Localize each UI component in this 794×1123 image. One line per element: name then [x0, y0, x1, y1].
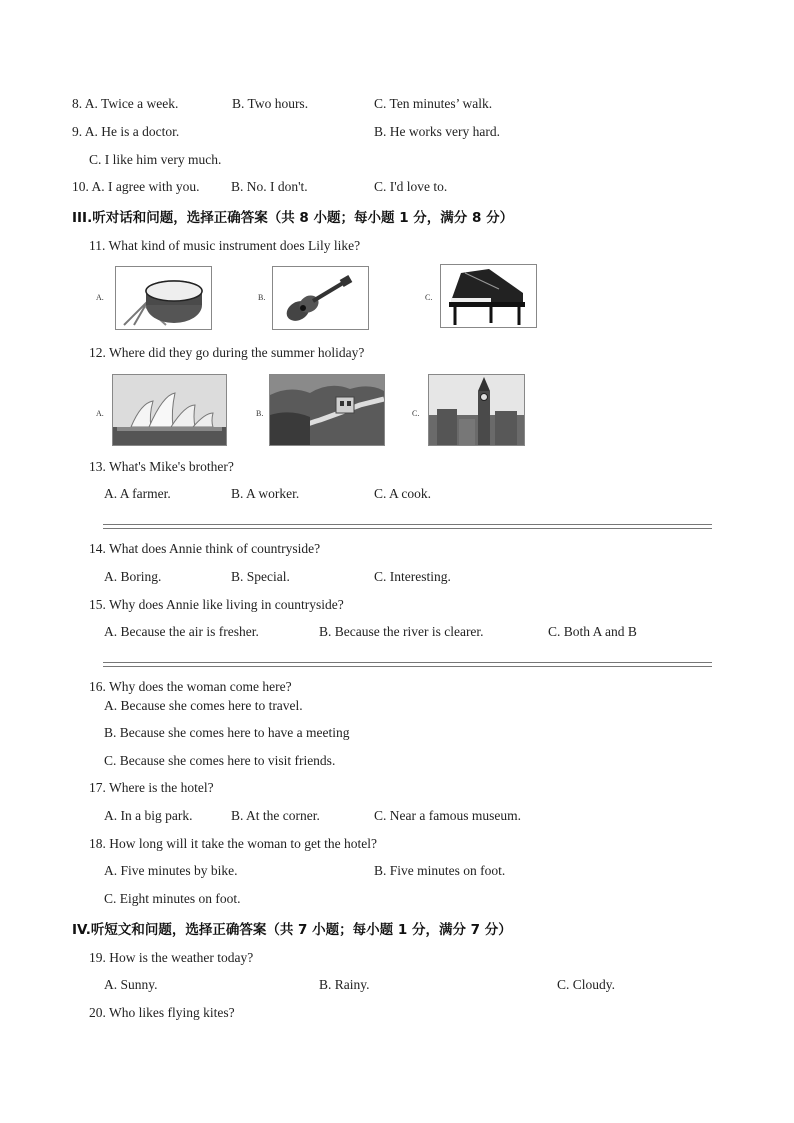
q15-option-c: C. Both A and B [548, 624, 637, 639]
section-3-heading: III.听对话和问题，选择正确答案（共 8 小题；每小题 1 分，满分 8 分） [72, 210, 514, 226]
q9-option-c: C. I like him very much. [89, 152, 222, 167]
q11-label-c: C. [425, 293, 433, 302]
q17-option-a: A. In a big park. [104, 808, 193, 823]
q15-question: 15. Why does Annie like living in countryside? [89, 597, 344, 612]
q13-option-c: C. A cook. [374, 486, 432, 501]
q10-option-b: B. No. I don't. [231, 179, 308, 194]
q19-question: 19. How is the weather today? [89, 950, 254, 965]
q13-option-a: A. A farmer. [104, 486, 171, 501]
separator-line [103, 524, 712, 529]
sydney-opera-house-picture [112, 374, 227, 446]
q10-option-c: C. I'd love to. [374, 179, 448, 194]
q13-option-b: B. A worker. [231, 486, 300, 501]
q14-option-a: A. Boring. [104, 569, 162, 584]
q16-option-a: A. Because she comes here to travel. [104, 698, 303, 713]
q11-label-b: B. [258, 293, 266, 302]
q9-option-a: 9. A. He is a doctor. [72, 124, 180, 139]
q10-option-a: 10. A. I agree with you. [72, 179, 200, 194]
q15-option-a: A. Because the air is fresher. [104, 624, 259, 639]
drum-picture [115, 266, 212, 330]
q14-option-c: C. Interesting. [374, 569, 451, 584]
q13-question: 13. What's Mike's brother? [89, 459, 234, 474]
q18-option-c: C. Eight minutes on foot. [104, 891, 241, 906]
q17-option-b: B. At the corner. [231, 808, 320, 823]
piano-picture [440, 264, 537, 328]
q12-label-b: B. [256, 409, 264, 418]
big-ben-picture [428, 374, 525, 446]
q18-question: 18. How long will it take the woman to get the hotel? [89, 836, 377, 851]
q9-option-b: B. He works very hard. [374, 124, 500, 139]
section-4-heading: IV.听短文和问题，选择正确答案（共 7 小题；每小题 1 分，满分 7 分） [72, 922, 512, 938]
q16-option-b: B. Because she comes here to have a meeting [104, 725, 350, 740]
q8-option-c: C. Ten minutes’ walk. [374, 96, 493, 111]
q18-option-b: B. Five minutes on foot. [374, 863, 506, 878]
q17-question: 17. Where is the hotel? [89, 780, 214, 795]
great-wall-picture [269, 374, 385, 446]
q19-option-b: B. Rainy. [319, 977, 370, 992]
q8-option-b: B. Two hours. [232, 96, 309, 111]
q19-option-a: A. Sunny. [104, 977, 158, 992]
q17-option-c: C. Near a famous museum. [374, 808, 521, 823]
q16-question: 16. Why does the woman come here? [89, 679, 292, 694]
q12-label-c: C. [412, 409, 420, 418]
q20-question: 20. Who likes flying kites? [89, 1005, 235, 1020]
separator-line [103, 662, 712, 667]
q12-question: 12. Where did they go during the summer holiday? [89, 345, 365, 360]
q14-question: 14. What does Annie think of countryside? [89, 541, 321, 556]
q12-label-a: A. [96, 409, 104, 418]
q8-option-a: 8. A. Twice a week. [72, 96, 179, 111]
q19-option-c: C. Cloudy. [557, 977, 616, 992]
q18-option-a: A. Five minutes by bike. [104, 863, 238, 878]
q16-option-c: C. Because she comes here to visit friends. [104, 753, 336, 768]
q11-label-a: A. [96, 293, 104, 302]
q11-question: 11. What kind of music instrument does Lily like? [89, 238, 361, 253]
q14-option-b: B. Special. [231, 569, 290, 584]
q15-option-b: B. Because the river is clearer. [319, 624, 484, 639]
ukulele-picture [272, 266, 369, 330]
